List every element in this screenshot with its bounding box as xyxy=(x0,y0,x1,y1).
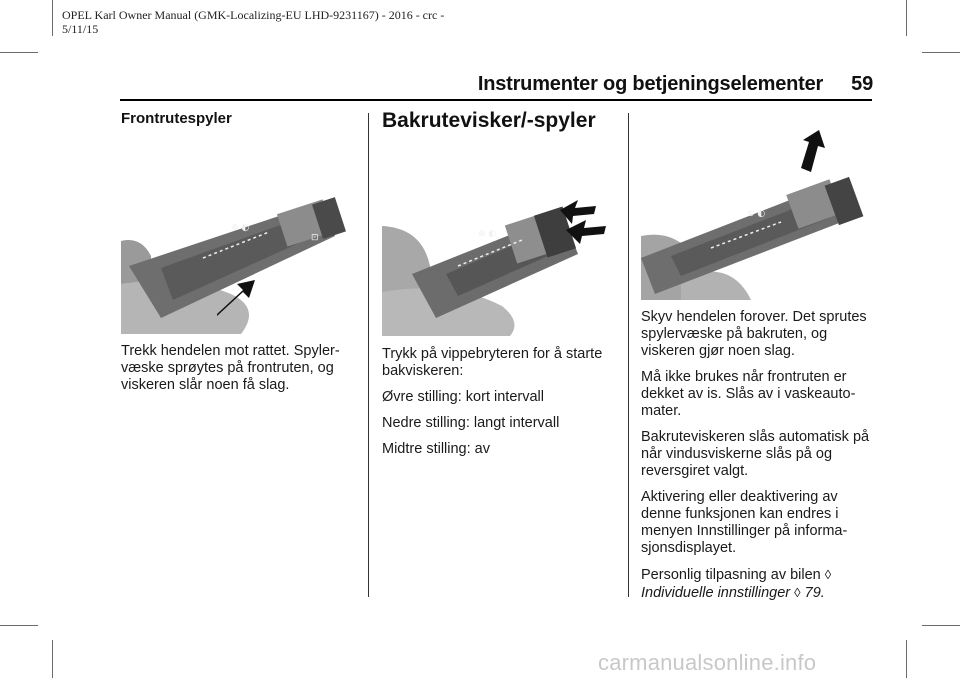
personalization-text: Personlig tilpasning av bilen xyxy=(641,567,821,583)
column-divider xyxy=(628,113,629,597)
page-header xyxy=(478,73,873,96)
reference-arrow-icon: ◊ xyxy=(794,585,801,600)
page-number: 59 xyxy=(851,73,873,95)
crop-mark xyxy=(922,52,960,53)
crop-mark xyxy=(906,640,907,678)
wiper-stalk-pull-illustration xyxy=(121,196,351,334)
section-title: Instrumenter og betjeningselementer xyxy=(477,73,824,95)
svg-text:⊕ ◐: ⊕ ◐ xyxy=(747,209,766,219)
section-heading-frontrutespyler: Frontrutespyler xyxy=(121,110,232,127)
crop-mark xyxy=(0,52,38,53)
bakrutevisker-text xyxy=(382,346,612,467)
section-heading-bakrutevisker: Bakrutevisker/-spyler xyxy=(382,109,596,132)
cross-reference-page[interactable]: 79. xyxy=(804,585,825,601)
svg-text:⊕ ◐: ⊕ ◐ xyxy=(478,229,497,239)
document-meta-line1: OPEL Karl Owner Manual (GMK-Localizing-EU LHD-9231167) - 2016 - crc - xyxy=(62,8,445,22)
bakrutespyler-paragraph-3: Bakruteviskeren slås automatisk på når vindusviskerne slås på og reversgiret valgt. xyxy=(641,429,870,479)
svg-text:⊡: ⊡ xyxy=(311,233,319,243)
reference-arrow-icon: ◊ xyxy=(824,567,832,582)
column-divider xyxy=(368,113,369,597)
bakrutespyler-paragraph-4: Aktivering eller deaktivering av denne funksjonen kan endres i menyen Innstillinger på informasjonsdisplayet. xyxy=(641,489,848,556)
cross-reference-link[interactable]: Individuelle innstillinger xyxy=(641,585,791,601)
header-rule xyxy=(120,99,872,101)
rear-washer-push-illustration xyxy=(641,128,869,300)
bakrutespyler-text xyxy=(641,309,873,611)
document-meta xyxy=(62,8,502,36)
frontrutespyler-text: Trekk hendelen mot rattet. Spylervæske sprøytes på frontruten, og viskeren slår noen få slag. xyxy=(121,343,340,393)
bakrutespyler-paragraph-5 xyxy=(641,566,873,602)
bakrutevisker-paragraph-2: Øvre stilling: kort intervall xyxy=(382,389,544,405)
bakrutespyler-paragraph-2: Må ikke brukes når frontruten er dekket av is. Slås av i vaskeautomater. xyxy=(641,369,856,419)
crop-mark xyxy=(52,640,53,678)
watermark: carmanualsonline.info xyxy=(598,650,817,675)
bakrutespyler-paragraph-1: Skyv hendelen forover. Det sprutes spylervæske på bakruten, og viskeren gjør noen slag. xyxy=(641,309,867,359)
rear-wiper-rocker-illustration xyxy=(382,196,610,336)
crop-mark xyxy=(922,625,960,626)
bakrutevisker-paragraph-4: Midtre stilling: av xyxy=(382,441,490,457)
bakrutevisker-paragraph-3: Nedre stilling: langt intervall xyxy=(382,415,560,431)
document-meta-line2: 5/11/15 xyxy=(62,22,99,36)
bakrutevisker-paragraph-1: Trykk på vippebryteren for å starte bakviskeren: xyxy=(382,346,603,379)
crop-mark xyxy=(52,0,53,36)
svg-text:⊕ ◐: ⊕ ◐ xyxy=(231,223,250,233)
crop-mark xyxy=(906,0,907,36)
crop-mark xyxy=(0,625,38,626)
